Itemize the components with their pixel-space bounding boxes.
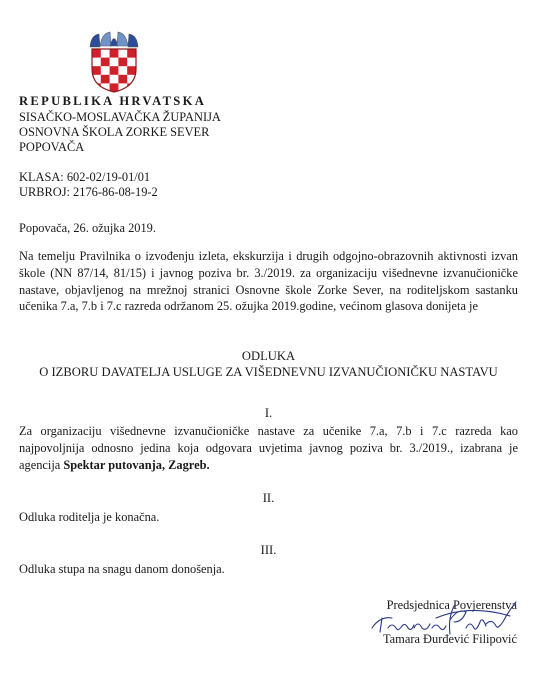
school-name: OSNOVNA ŠKOLA ZORKE SEVER xyxy=(19,125,210,139)
section-numeral-2: II. xyxy=(262,491,275,505)
city-name: POPOVAČA xyxy=(19,140,85,154)
intro-paragraph: Na temelju Pravilnika o izvođenju izleta, ekskurzija i drugih odgojno-obrazovnih aktivnosti izvan škole (NN 87/14, 81/15) i javnog poziva br. 3./2019. za organizaciju višednevne izvanučioničke nastave, objavljenog na mrežnoj stranici Osnovne škole Zorke Sever, na roditeljskom sastanku učenika 7.a, 7.b i 7.c razreda održanom 25. ožujka 2019.godine, većinom glasova donijeta je xyxy=(19,249,518,314)
decision-subtitle: O IZBORU DAVATELJA USLUGE ZA VIŠEDNEVNU IZVANUČIONIČKU NASTAVU xyxy=(39,365,498,379)
republic-name: REPUBLIKA HRVATSKA xyxy=(19,94,207,108)
section-numeral-3: III. xyxy=(260,543,277,557)
section-text-1 xyxy=(19,423,518,473)
section-numeral-1: I. xyxy=(264,406,273,420)
urbroj-reference: URBROJ: 2176-86-08-19-2 xyxy=(19,185,158,199)
section-text-3: Odluka stupa na snagu danom donošenja. xyxy=(19,562,225,576)
selected-agency: Spektar putovanja, Zagreb. xyxy=(63,457,210,472)
document-date: Popovača, 26. ožujka 2019. xyxy=(19,221,156,235)
croatian-coat-of-arms-icon xyxy=(82,31,146,93)
signatory-role: Predsjednica Povjerenstva xyxy=(386,598,517,612)
section-text-1-main: Za organizaciju višednevne izvanučioničke nastave za učenike 7.a, 7.b i 7.c razreda kao najpovoljnija odnosno jedina koja odgovara uvjetima javnog poziva br. 3./2019., izabrana je agencija xyxy=(19,424,518,472)
klasa-reference: KLASA: 602-02/19-01/01 xyxy=(19,170,151,184)
section-text-2: Odluka roditelja je konačna. xyxy=(19,510,160,524)
county-name: SISAČKO-MOSLAVAČKA ŽUPANIJA xyxy=(19,110,221,124)
signatory-name: Tamara Đurđević Filipović xyxy=(382,632,517,646)
decision-title: ODLUKA xyxy=(241,349,296,363)
